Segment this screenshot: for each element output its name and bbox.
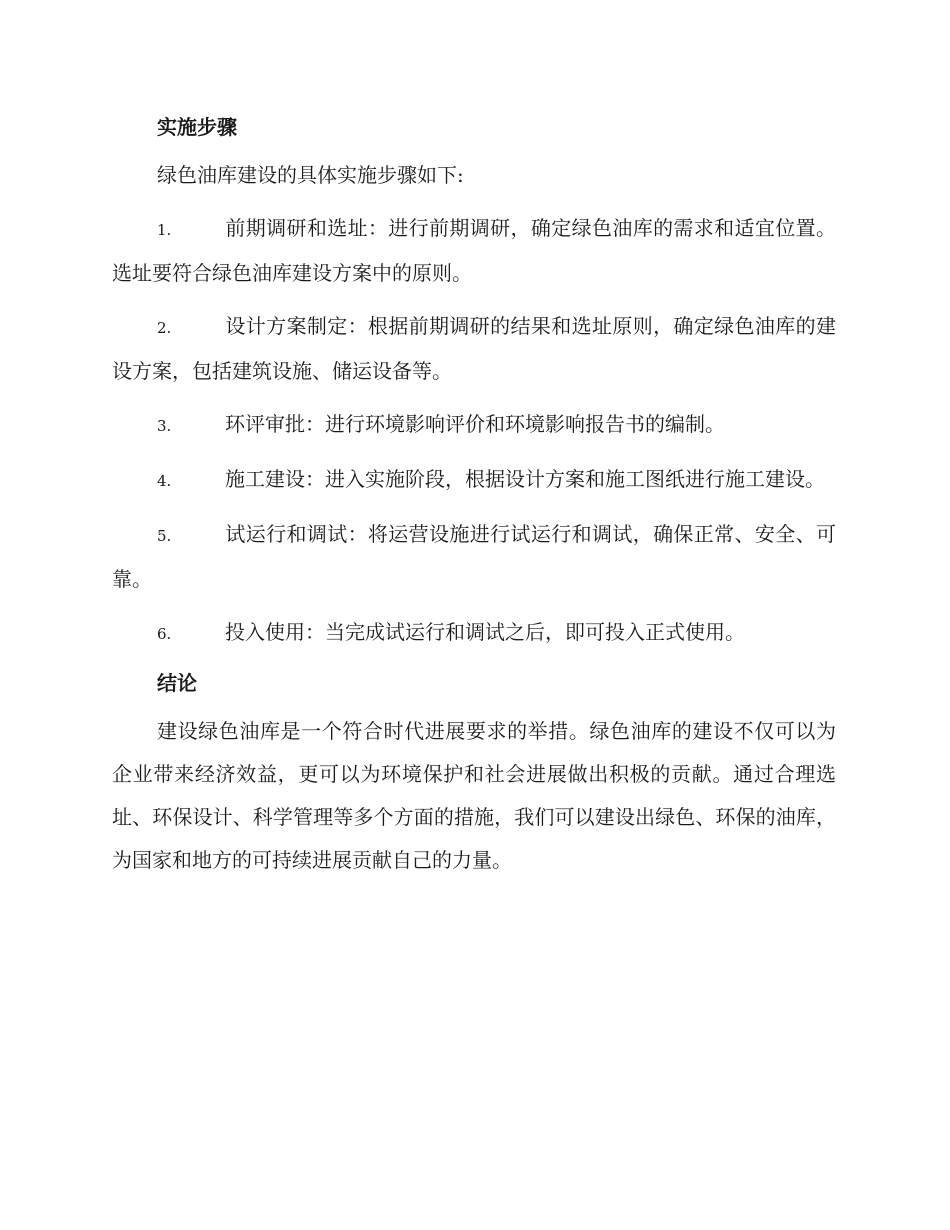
step-number: 2. (157, 319, 172, 337)
step-text: 设计方案制定：根据前期调研的结果和选址原则，确定绿色油库的建设方案，包括建筑设施、储运设备等。 (112, 314, 836, 383)
step-item-3 (112, 403, 836, 448)
step-item-1 (112, 207, 836, 295)
intro-paragraph: 绿色油库建设的具体实施步骤如下: (157, 163, 464, 187)
step-text: 施工建设：进入实施阶段，根据设计方案和施工图纸进行施工建设。 (225, 467, 825, 491)
section-heading-conclusion: 结论 (157, 671, 197, 695)
step-item-5 (112, 513, 836, 601)
step-number: 6. (157, 625, 172, 643)
step-number: 1. (157, 221, 172, 239)
document-content (112, 110, 836, 892)
step-item-2 (112, 305, 836, 393)
step-number: 3. (157, 417, 172, 435)
step-number: 5. (157, 527, 172, 545)
step-number: 4. (157, 472, 172, 490)
step-text: 前期调研和选址：进行前期调研，确定绿色油库的需求和适宜位置。选址要符合绿色油库建设方案中的原则。 (112, 216, 836, 285)
conclusion-paragraph: 建设绿色油库是一个符合时代进展要求的举措。绿色油库的建设不仅可以为企业带来经济效益，更可以为环境保护和社会进展做出积极的贡献。通过合理选址、环保设计、科学管理等多个方面的措施，我们可以建设出绿色、环保的油库，为国家和地方的可持续进展贡献自己的力量。 (112, 719, 836, 872)
step-text: 投入使用：当完成试运行和调试之后，即可投入正式使用。 (225, 620, 745, 644)
step-item-6 (112, 611, 836, 656)
step-text: 环评审批：进行环境影响评价和环境影响报告书的编制。 (225, 412, 725, 436)
step-text: 试运行和调试：将运营设施进行试运行和调试，确保正常、安全、可靠。 (112, 522, 836, 591)
step-item-4 (112, 458, 836, 503)
section-heading-implementation: 实施步骤 (157, 115, 237, 139)
